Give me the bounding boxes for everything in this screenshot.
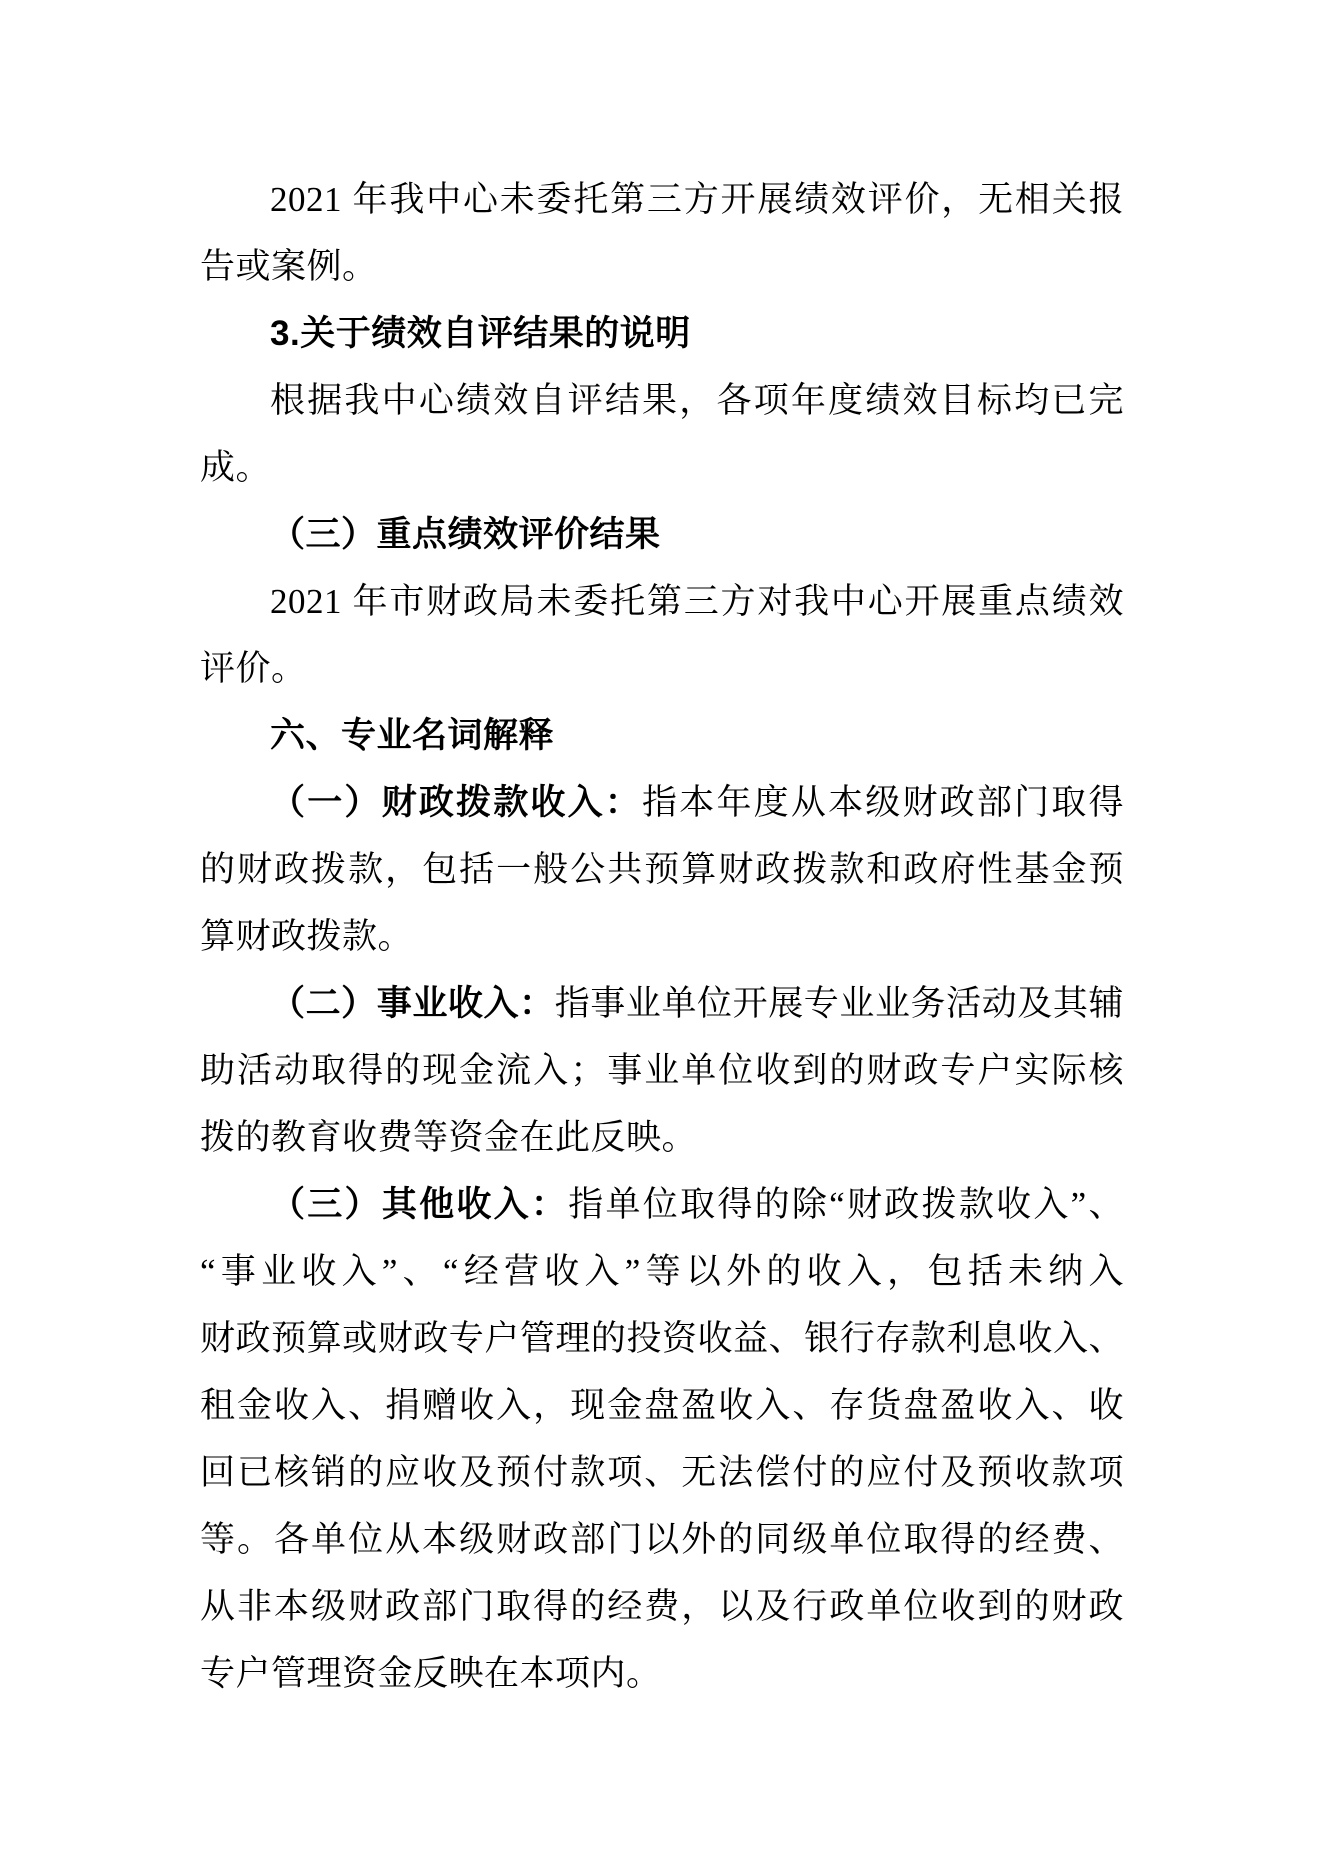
text-line <box>200 1171 1124 1238</box>
text-segment: 算财政拨款。 <box>200 917 414 956</box>
text-segment: 评价。 <box>200 649 307 688</box>
text-segment: 根据我中心绩效自评结果，各项年度绩效目标均已完 <box>270 381 1124 420</box>
text-segment: 告或案例。 <box>200 247 378 286</box>
term-head: （二）事业收入： <box>270 984 555 1023</box>
text-segment: 租金收入、捐赠收入，现金盘盈收入、存货盘盈收入、收 <box>200 1386 1124 1425</box>
text-line <box>200 836 1124 903</box>
text-line <box>200 367 1124 434</box>
heading-line <box>200 702 1124 769</box>
text-line <box>200 568 1124 635</box>
text-line <box>200 166 1124 233</box>
text-segment: 指单位取得的除“财政拨款收入”、 <box>568 1185 1124 1224</box>
text-segment: 成。 <box>200 448 272 487</box>
text-segment: 财政预算或财政专户管理的投资收益、银行存款利息收入、 <box>200 1319 1124 1358</box>
heading-text: 3.关于绩效自评结果的说明 <box>270 314 691 353</box>
text-line <box>200 233 1124 300</box>
text-line <box>200 769 1124 836</box>
text-line <box>200 1372 1124 1439</box>
text-segment: 等。各单位从本级财政部门以外的同级单位取得的经费、 <box>200 1520 1124 1559</box>
heading-text: 六、专业名词解释 <box>270 716 555 755</box>
text-line <box>200 970 1124 1037</box>
term-head: （三）其他收入： <box>270 1185 569 1224</box>
text-line <box>200 1305 1124 1372</box>
text-segment: 拨的教育收费等资金在此反映。 <box>200 1118 698 1157</box>
text-segment: “事业收入”、“经营收入”等以外的收入，包括未纳入 <box>200 1252 1124 1291</box>
text-line <box>200 434 1124 501</box>
text-line <box>200 1439 1124 1506</box>
text-segment: 助活动取得的现金流入；事业单位收到的财政专户实际核 <box>200 1051 1124 1090</box>
text-segment: 2021 年市财政局未委托第三方对我中心开展重点绩效 <box>270 582 1124 621</box>
text-line <box>200 1506 1124 1573</box>
text-line <box>200 1573 1124 1640</box>
text-line <box>200 903 1124 970</box>
heading-line <box>200 300 1124 367</box>
text-segment: 回已核销的应收及预付款项、无法偿付的应付及预收款项 <box>200 1453 1124 1492</box>
text-segment: 专户管理资金反映在本项内。 <box>200 1654 662 1693</box>
text-segment: 的财政拨款，包括一般公共预算财政拨款和政府性基金预 <box>200 850 1124 889</box>
text-line <box>200 1640 1124 1707</box>
document-text-block <box>200 166 1124 1707</box>
text-segment: 指事业单位开展专业业务活动及其辅 <box>554 984 1124 1023</box>
text-line <box>200 1238 1124 1305</box>
text-line <box>200 1037 1124 1104</box>
text-line <box>200 1104 1124 1171</box>
text-segment: 从非本级财政部门取得的经费，以及行政单位收到的财政 <box>200 1587 1124 1626</box>
heading-text: （三）重点绩效评价结果 <box>270 515 661 554</box>
text-segment: 2021 年我中心未委托第三方开展绩效评价，无相关报 <box>270 180 1124 219</box>
text-line <box>200 635 1124 702</box>
heading-line <box>200 501 1124 568</box>
term-head: （一）财政拨款收入： <box>270 783 643 822</box>
text-segment: 指本年度从本级财政部门取得 <box>642 783 1124 822</box>
